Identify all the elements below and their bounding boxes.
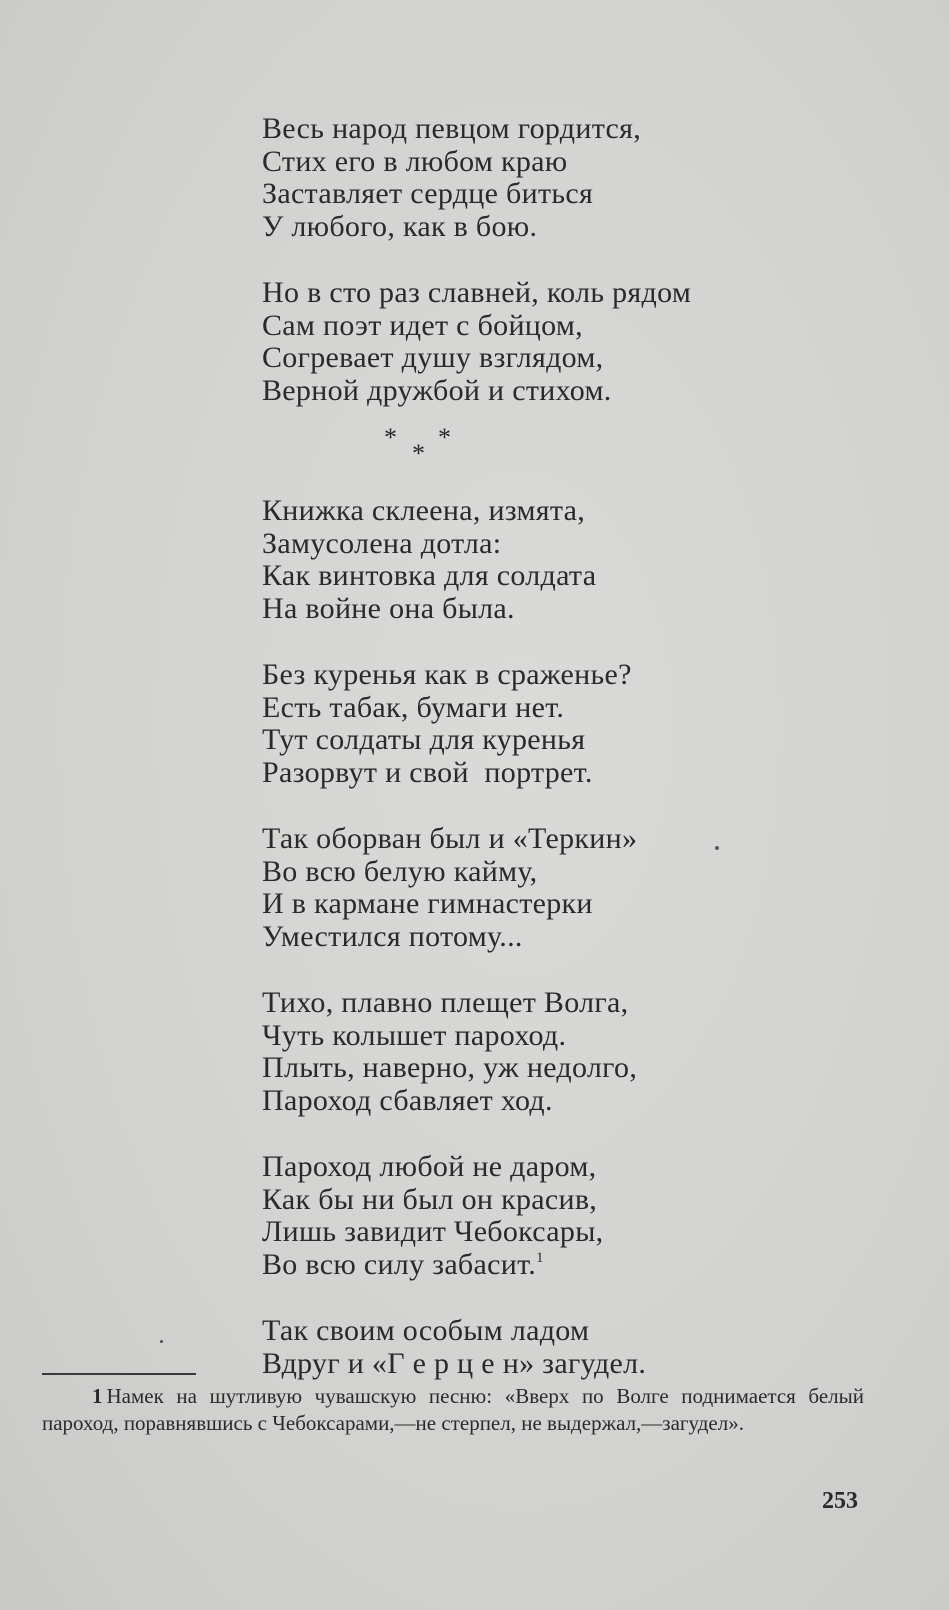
poem-line: Вдруг и «Г е р ц е н» загудел. — [262, 1346, 647, 1380]
poem-line: Так своим особым ладом — [262, 1314, 590, 1347]
poem-line: Без куренья как в сраженье? — [262, 658, 632, 691]
asterism-divider — [262, 425, 662, 473]
footnote-divider — [42, 1373, 196, 1375]
stanza — [262, 1315, 902, 1380]
stanza — [262, 495, 902, 625]
stanza — [262, 823, 902, 953]
poem-line: Весь народ певцом гордится, — [262, 112, 642, 145]
poem-line: Книжка склеена, измята, — [262, 494, 586, 527]
footnote-reference[interactable]: 1 — [536, 1249, 544, 1266]
poem-line: Заставляет сердце биться — [262, 177, 594, 210]
page-number: 253 — [822, 1488, 858, 1514]
poem-line: Тихо, плавно плещет Волга, — [262, 986, 629, 1019]
poem-line: Лишь завидит Чебоксары, — [262, 1215, 604, 1248]
poem-line: Как бы ни был он красив, — [262, 1182, 598, 1216]
poem-line: Стих его в любом краю — [262, 144, 568, 178]
stanza — [262, 277, 902, 407]
poem-line: Уместился потому... — [262, 919, 523, 953]
footnote-number: 1 — [92, 1384, 103, 1408]
poem-line: Пароход сбавляет ход. — [262, 1083, 553, 1117]
stanza — [262, 1151, 902, 1281]
poem-line: У любого, как в бою. — [262, 209, 538, 243]
stanza — [262, 113, 902, 243]
poem-line-text: Во всю силу забасит. — [262, 1247, 537, 1281]
poem-line: Но в сто раз славней, коль рядом — [262, 276, 692, 309]
poem-line: Разорвут и свой портрет. — [262, 755, 593, 789]
poem — [262, 113, 902, 1380]
asterisk-icon: * — [438, 423, 451, 452]
stanza — [262, 659, 902, 789]
poem-line: Сам поэт идет с бойцом, — [262, 308, 583, 342]
poem-line: Как винтовка для солдата — [262, 559, 597, 592]
print-speck — [160, 1340, 163, 1343]
poem-line: На войне она была. — [262, 591, 515, 625]
footnote — [42, 1383, 864, 1437]
poem-line: Так оборван был и «Теркин» — [262, 822, 638, 855]
poem-line: Плыть, наверно, уж недолго, — [262, 1051, 638, 1084]
asterisk-icon: * — [412, 439, 425, 468]
poem-line: Во всю белую кайму, — [262, 854, 538, 888]
poem-line-with-footnote — [262, 1249, 902, 1282]
poem-line: Согревает душу взглядом, — [262, 341, 604, 374]
poem-line: Есть табак, бумаги нет. — [262, 690, 565, 724]
poem-line: Тут солдаты для куренья — [262, 723, 586, 756]
poem-line: Чуть колышет пароход. — [262, 1018, 567, 1052]
asterisk-icon: * — [384, 423, 397, 452]
print-speck — [715, 846, 719, 850]
poem-line: Замусолена дотла: — [262, 526, 502, 560]
footnote-text: Намек на шутливую чувашскую песню: «Вверх по Волге поднимается белый пароход, поравнявшись с Чебоксарами,—не стерпел, не выдержал,—загудел». — [42, 1384, 864, 1435]
stanza — [262, 987, 902, 1117]
poem-line: И в кармане гимнастерки — [262, 887, 593, 920]
poem-line: Верной дружбой и стихом. — [262, 373, 612, 407]
poem-line: Пароход любой не даром, — [262, 1150, 597, 1183]
